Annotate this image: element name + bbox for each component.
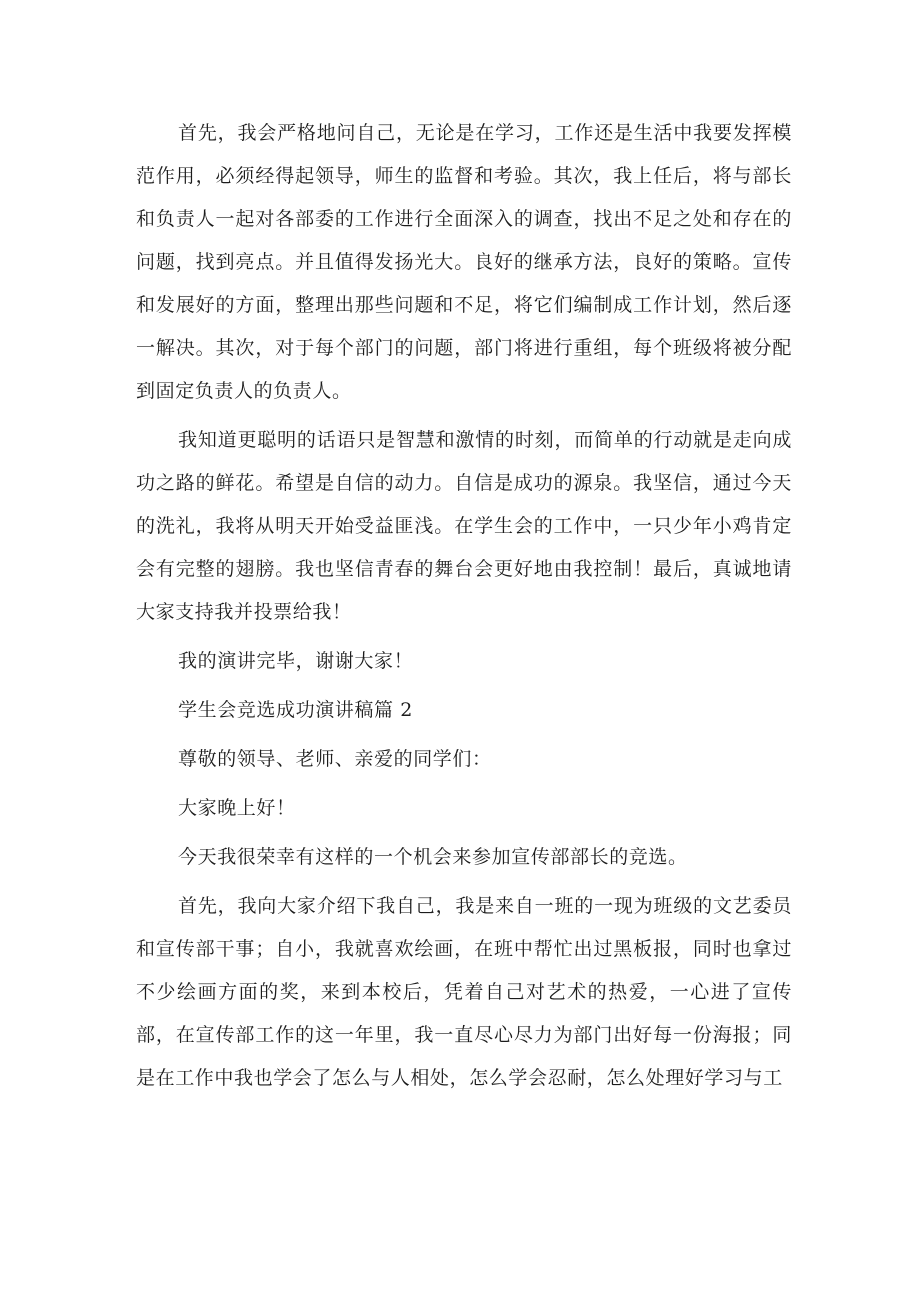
- paragraph-thanks: 我的演讲完毕，谢谢大家！: [178, 650, 414, 672]
- greeting: 大家晚上好！: [178, 797, 296, 819]
- section-heading: 学生会竞选成功演讲稿篇 2: [178, 699, 413, 721]
- document-body: [136, 112, 792, 1106]
- paragraph-closing-appeal: 我知道更聪明的话语只是智慧和激情的时刻，而简单的行动就是走向成功之路的鲜花。希望是自信的动力。自信是成功的源泉。我坚信，通过今天的洗礼，我将从明天开始受益匪浅。在学生会的工作中，一只少年小鸡肯定会有完整的翅膀。我也坚信青春的舞台会更好地由我控制！最后，真诚地请大家支持我并投票给我！: [136, 429, 792, 623]
- salutation: 尊敬的领导、老师、亲爱的同学们：: [178, 748, 492, 770]
- paragraph-duty-plan: 首先，我会严格地问自己，无论是在学习，工作还是生活中我要发挥模范作用，必须经得起领导，师生的监督和考验。其次，我上任后，将与部长和负责人一起对各部委的工作进行全面深入的调查，找出不足之处和存在的问题，找到亮点。并且值得发扬光大。良好的继承方法，良好的策略。宣传和发展好的方面，整理出那些问题和不足，将它们编制成工作计划，然后逐一解决。其次，对于每个部门的问题，部门将进行重组，每个班级将被分配到固定负责人的负责人。: [136, 122, 792, 402]
- paragraph-intro: 今天我很荣幸有这样的一个机会来参加宣传部部长的竞选。: [178, 846, 688, 868]
- paragraph-self-introduction: 首先，我向大家介绍下我自己，我是来自一班的一现为班级的文艺委员和宣传部干事；自小，我就喜欢绘画，在班中帮忙出过黑板报，同时也拿过不少绘画方面的奖，来到本校后，凭着自己对艺术的热爱，一心进了宣传部，在宣传部工作的这一年里，我一直尽心尽力为部门出好每一份海报；同是在工作中我也学会了怎么与人相处，怎么学会忍耐，怎么处理好学习与工: [136, 895, 792, 1089]
